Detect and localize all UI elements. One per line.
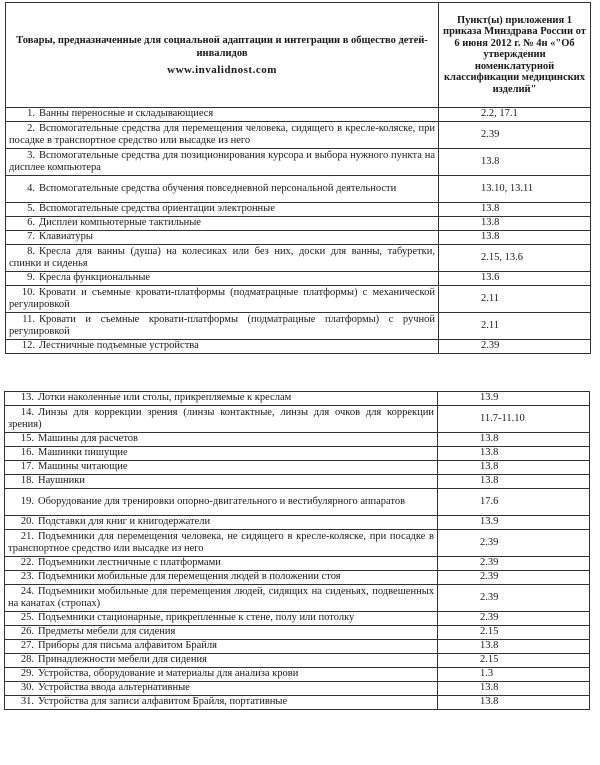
- item-name-cell: [5, 640, 438, 654]
- item-name: Подъемники мобильные для перемещения людей в положении стоя: [38, 571, 341, 583]
- item-number: 14.: [20, 406, 34, 418]
- item-number: 7.: [27, 231, 35, 243]
- item-number: 11.: [22, 313, 35, 325]
- item-code-cell: [438, 696, 590, 710]
- item-code-cell: [439, 149, 591, 176]
- item-name: Кровати и съемные кровати-платформы (подматрацные платформы) с ручной регулировкой: [9, 313, 435, 337]
- item-code: 13.8: [480, 640, 499, 652]
- item-number: 19.: [20, 495, 34, 507]
- item-name: Клавиатуры: [39, 231, 93, 243]
- item-name-cell: [5, 530, 438, 557]
- table-row: [5, 475, 590, 489]
- item-name: Предметы мебели для сидения: [38, 626, 176, 638]
- item-code: 13.8: [480, 682, 499, 694]
- table-row: [6, 231, 591, 245]
- item-code: 2.15: [480, 626, 499, 638]
- item-number: 20.: [20, 516, 34, 528]
- item-number: 30.: [20, 682, 34, 694]
- item-name: Ванны переносные и складывающиеся: [39, 108, 214, 120]
- table-row: [5, 433, 590, 447]
- item-number: 10.: [21, 286, 35, 298]
- item-code: 13.8: [481, 203, 500, 215]
- table-row: [5, 682, 590, 696]
- item-code-cell: [439, 272, 591, 286]
- table-row: [6, 108, 591, 122]
- item-name-cell: [6, 245, 439, 272]
- item-number: 5.: [27, 203, 35, 215]
- item-number: 27.: [20, 640, 34, 652]
- item-name-cell: [5, 557, 438, 571]
- header-title-cell: [6, 3, 439, 108]
- item-code-cell: [438, 530, 590, 557]
- table-row: [6, 149, 591, 176]
- item-number: 31.: [20, 696, 34, 708]
- item-name: Приборы для письма алфавитом Брайля: [38, 640, 217, 652]
- item-name-cell: [5, 447, 438, 461]
- item-name-cell: [6, 231, 439, 245]
- item-code: 2.15, 13.6: [481, 251, 523, 263]
- item-name: Вспомогательные средства для позиционирования курсора и выбора нужного пункта на дисплее компьютера: [9, 149, 435, 173]
- table-row: [6, 122, 591, 149]
- table-row: [6, 217, 591, 231]
- item-number: 6.: [27, 217, 35, 229]
- item-name: Машины для расчетов: [38, 433, 138, 445]
- item-name-cell: [5, 585, 438, 612]
- item-code-cell: [438, 516, 590, 530]
- item-code-cell: [438, 668, 590, 682]
- table-header-row: [6, 3, 591, 108]
- table-row: [5, 571, 590, 585]
- table-row: [6, 286, 591, 313]
- item-name: Оборудование для тренировки опорно-двигательного и вестибулярного аппаратов: [38, 495, 406, 507]
- item-code-cell: [439, 122, 591, 149]
- item-code-cell: [438, 406, 590, 433]
- item-code: 1.3: [480, 668, 494, 680]
- item-code: 17.6: [480, 495, 499, 507]
- items-table-part-2: [4, 391, 590, 710]
- table-row: [6, 203, 591, 217]
- item-name-cell: [5, 461, 438, 475]
- item-code-cell: [438, 392, 590, 406]
- item-name: Устройства ввода альтернативные: [38, 682, 190, 694]
- header-reference-cell: [439, 3, 591, 108]
- item-code: 2.15: [480, 654, 499, 666]
- table-row: [6, 272, 591, 286]
- site-watermark: www.invalidnost.com: [167, 63, 277, 76]
- item-code-cell: [438, 612, 590, 626]
- item-code-cell: [438, 626, 590, 640]
- item-name-cell: [6, 122, 439, 149]
- item-name-cell: [5, 489, 438, 516]
- item-number: 21.: [20, 530, 34, 542]
- table-row: [5, 530, 590, 557]
- item-name-cell: [5, 571, 438, 585]
- item-name: Подъемники мобильные для перемещения людей, сидящих на сиденьях, подвешенных на канатах (стропах): [8, 585, 434, 609]
- table-row: [6, 313, 591, 340]
- table-row: [5, 585, 590, 612]
- item-name: Устройства, оборудование и материалы для анализа крови: [38, 668, 299, 680]
- item-number: 23.: [20, 571, 34, 583]
- table-row: [6, 245, 591, 272]
- item-code: 13.9: [480, 392, 499, 404]
- item-code-cell: [438, 682, 590, 696]
- item-code-cell: [438, 654, 590, 668]
- item-code: 2.11: [481, 292, 499, 304]
- header-reference: Пункт(ы) приложения 1 приказа Минздрава России от 6 июня 2012 г. № 4н «"Об утверждении номенклатурной классификации медицинских изделий": [443, 14, 586, 95]
- table-row: [5, 640, 590, 654]
- item-code: 13.8: [480, 433, 499, 445]
- item-name-cell: [5, 612, 438, 626]
- item-name-cell: [6, 149, 439, 176]
- item-code-cell: [439, 245, 591, 272]
- item-code: 13.8: [480, 475, 499, 487]
- table-row: [5, 406, 590, 433]
- item-name: Вспомогательные средства ориентации электронные: [39, 203, 275, 215]
- item-name: Наушники: [38, 475, 86, 487]
- table-row: [5, 447, 590, 461]
- item-name-cell: [6, 340, 439, 354]
- item-name-cell: [5, 475, 438, 489]
- item-number: 3.: [27, 149, 35, 161]
- item-code: 2.11: [481, 319, 499, 331]
- item-name-cell: [5, 654, 438, 668]
- item-number: 28.: [20, 654, 34, 666]
- item-code: 2.2, 17.1: [481, 108, 518, 120]
- table-row: [5, 612, 590, 626]
- item-code: 2.39: [480, 557, 499, 569]
- item-name-cell: [5, 516, 438, 530]
- item-number: 13.: [20, 392, 34, 404]
- item-number: 9.: [27, 272, 35, 284]
- item-name-cell: [6, 108, 439, 122]
- item-number: 18.: [20, 475, 34, 487]
- item-code: 2.39: [480, 571, 499, 583]
- item-name: Принадлежности мебели для сидения: [38, 654, 207, 666]
- table-row: [5, 696, 590, 710]
- item-code-cell: [438, 433, 590, 447]
- table-row: [6, 340, 591, 354]
- item-number: 1.: [27, 108, 35, 120]
- item-code-cell: [438, 571, 590, 585]
- table-row: [5, 557, 590, 571]
- table-row: [5, 668, 590, 682]
- item-code: 13.8: [481, 231, 500, 243]
- item-name-cell: [6, 272, 439, 286]
- item-number: 2.: [27, 122, 35, 134]
- item-code: 2.39: [480, 536, 499, 548]
- item-name-cell: [5, 433, 438, 447]
- item-code: 13.8: [480, 696, 499, 708]
- item-name-cell: [6, 176, 439, 203]
- item-name-cell: [6, 313, 439, 340]
- table-row: [5, 626, 590, 640]
- item-name: Вспомогательные средства обучения повседневной персональной деятельности: [39, 182, 397, 194]
- item-name-cell: [5, 392, 438, 406]
- item-code: 13.8: [481, 155, 500, 167]
- item-name-cell: [5, 626, 438, 640]
- item-code-cell: [438, 557, 590, 571]
- item-code: 13.10, 13.11: [481, 182, 534, 194]
- item-name: Кресла функциональные: [39, 272, 151, 284]
- item-code: 2.39: [480, 612, 499, 624]
- item-number: 26.: [20, 626, 34, 638]
- item-number: 15.: [20, 433, 34, 445]
- item-name-cell: [5, 682, 438, 696]
- table-row: [5, 489, 590, 516]
- item-name: Дисплеи компьютерные тактильные: [39, 217, 201, 229]
- item-name: Машинки пишущие: [38, 447, 128, 459]
- item-number: 29.: [20, 668, 34, 680]
- item-name-cell: [6, 217, 439, 231]
- item-name: Устройства для записи алфавитом Брайля, портативные: [38, 696, 288, 708]
- header-title: Товары, предназначенные для социальной адаптации и интеграции в общество детей-инвалидов: [16, 34, 428, 59]
- item-code: 11.7-11.10: [480, 412, 525, 424]
- item-code: 2.39: [481, 340, 500, 352]
- table-row: [6, 176, 591, 203]
- item-code-cell: [439, 203, 591, 217]
- item-name: Лестничные подъемные устройства: [39, 340, 199, 352]
- item-code-cell: [439, 313, 591, 340]
- item-number: 16.: [20, 447, 34, 459]
- item-name: Лотки наколенные или столы, прикрепляемые к креслам: [38, 392, 292, 404]
- item-name: Подъемники для перемещения человека, не сидящего в кресле-коляске, при посадке в транспортное средство или высадке из него: [8, 530, 434, 554]
- item-number: 4.: [27, 182, 35, 194]
- item-code: 13.6: [481, 272, 500, 284]
- item-name-cell: [5, 668, 438, 682]
- item-name-cell: [6, 203, 439, 217]
- item-number: 24.: [20, 585, 34, 597]
- item-code-cell: [439, 217, 591, 231]
- item-name: Подъемники стационарные, прикрепленные к стене, полу или потолку: [38, 612, 355, 624]
- item-name-cell: [5, 696, 438, 710]
- item-name-cell: [5, 406, 438, 433]
- items-table-part-1: [5, 2, 591, 354]
- item-number: 17.: [20, 461, 34, 473]
- item-code: 2.39: [480, 591, 499, 603]
- item-code: 13.9: [480, 516, 499, 528]
- item-name: Подъемники лестничные с платформами: [38, 557, 221, 569]
- table-row: [5, 392, 590, 406]
- item-code-cell: [439, 108, 591, 122]
- item-code-cell: [438, 461, 590, 475]
- item-code-cell: [439, 231, 591, 245]
- item-code: 13.8: [480, 447, 499, 459]
- item-code-cell: [439, 340, 591, 354]
- item-code: 13.8: [480, 461, 499, 473]
- table-row: [5, 516, 590, 530]
- item-name: Кровати и съемные кровати-платформы (подматрацные платформы) с механической регулировкой: [9, 286, 435, 310]
- table-row: [5, 461, 590, 475]
- item-number: 25.: [20, 612, 34, 624]
- item-code-cell: [439, 176, 591, 203]
- table-row: [5, 654, 590, 668]
- item-name: Линзы для коррекции зрения (линзы контактные, линзы для очков для коррекции зрения): [8, 406, 434, 430]
- item-name: Кресла для ванны (душа) на колесиках или без них, доски для ванны, табуретки, спинки и сиденья: [9, 245, 435, 269]
- item-code-cell: [438, 489, 590, 516]
- item-name: Вспомогательные средства для перемещения человека, сидящего в кресле-коляске, при посадке в транспортное средство или высадке из него: [9, 122, 435, 146]
- item-code: 13.8: [481, 217, 500, 229]
- item-number: 12.: [21, 340, 35, 352]
- item-code-cell: [438, 475, 590, 489]
- item-code-cell: [439, 286, 591, 313]
- item-number: 8.: [27, 245, 35, 257]
- item-code-cell: [438, 585, 590, 612]
- item-code-cell: [438, 447, 590, 461]
- item-code-cell: [438, 640, 590, 654]
- item-name: Подставки для книг и книгодержатели: [38, 516, 211, 528]
- item-name: Машины читающие: [38, 461, 128, 473]
- item-code: 2.39: [481, 128, 500, 140]
- item-number: 22.: [20, 557, 34, 569]
- item-name-cell: [6, 286, 439, 313]
